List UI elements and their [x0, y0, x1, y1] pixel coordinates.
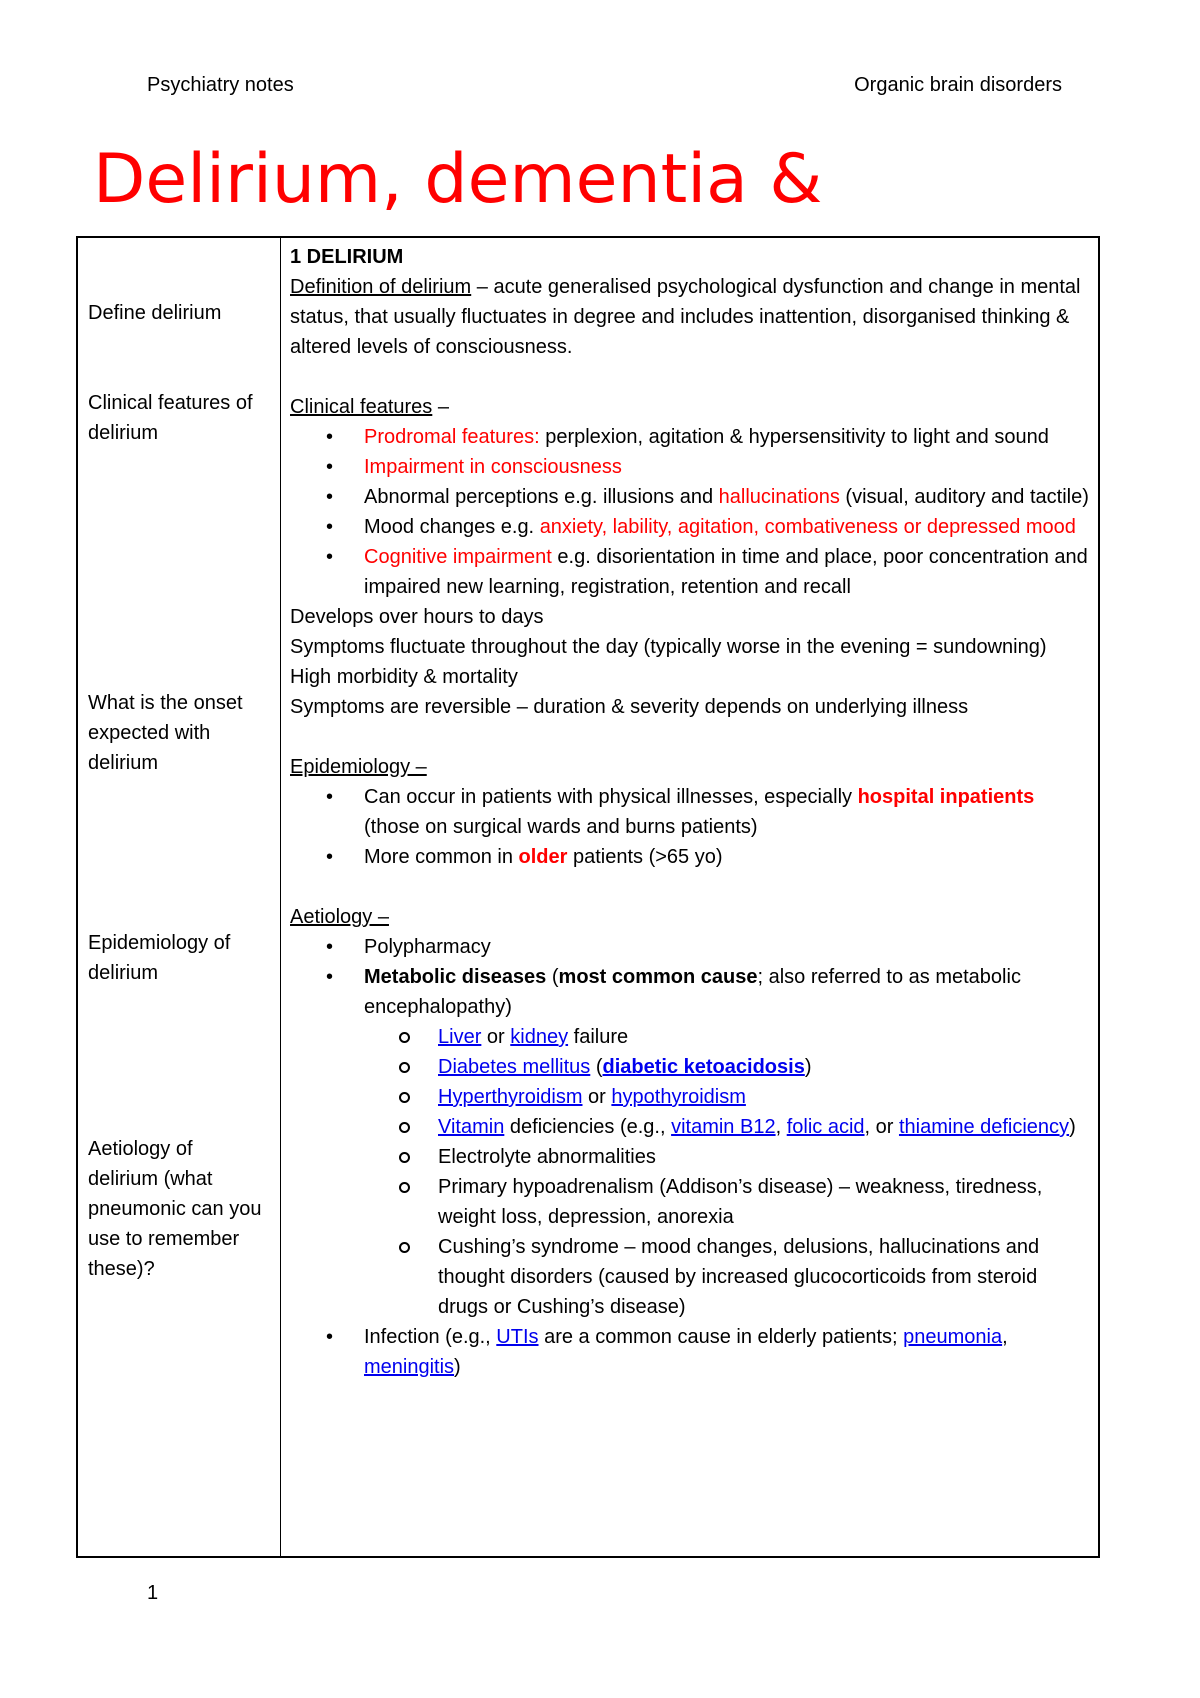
- list-item: [290, 932, 1090, 962]
- epi-pre: Can occur in patients with physical illnesses, especially: [364, 786, 858, 808]
- metabolic-open: (: [546, 966, 559, 988]
- vitamin-link[interactable]: Vitamin: [438, 1116, 505, 1138]
- list-item: [290, 1022, 1090, 1052]
- comma: ,: [775, 1116, 787, 1138]
- notes-table: [76, 236, 1100, 1558]
- thiamine-link[interactable]: thiamine deficiency: [898, 1116, 1070, 1138]
- clinical-dash: –: [432, 396, 449, 418]
- prodromal-text: perplexion, agitation & hypersensitivity to light and sound: [539, 426, 1049, 448]
- pneumonia-link[interactable]: pneumonia: [903, 1326, 1003, 1348]
- header-left: Psychiatry notes: [147, 74, 294, 96]
- definition-paragraph: [290, 272, 1090, 362]
- list-item: [290, 452, 1090, 482]
- list-item: [290, 512, 1090, 542]
- dm-open: (: [590, 1056, 603, 1078]
- list-item: [290, 1142, 1090, 1172]
- clinical-list: [290, 422, 1090, 602]
- onset-line: Symptoms are reversible – duration & severity depends on underlying illness: [290, 696, 969, 718]
- electrolyte-text: Electrolyte abnormalities: [438, 1146, 656, 1168]
- or-text: or: [481, 1026, 511, 1048]
- onset-line: Develops over hours to days: [290, 606, 544, 628]
- epi-post: (those on surgical wards and burns patients): [364, 816, 758, 838]
- prodromal-label: Prodromal features:: [364, 426, 540, 448]
- onset-line: High morbidity & mortality: [290, 666, 518, 688]
- hyperthyroidism-link[interactable]: Hyperthyroidism: [438, 1086, 583, 1108]
- list-item: [290, 1322, 1090, 1382]
- hospital-inpatients-text: hospital inpatients: [857, 786, 1035, 808]
- polypharmacy-text: Polypharmacy: [364, 936, 491, 958]
- list-item: [290, 1232, 1090, 1322]
- older-pre: More common in: [364, 846, 519, 868]
- page-title: Delirium, dementia &: [93, 146, 823, 219]
- epidemiology-heading: Epidemiology –: [290, 756, 427, 778]
- hallucinations-text: hallucinations: [718, 486, 840, 508]
- list-item: [290, 482, 1090, 512]
- older-post: patients (>65 yo): [567, 846, 723, 868]
- definition-label: Definition of delirium: [290, 276, 472, 298]
- cognitive-label: Cognitive impairment: [364, 546, 552, 568]
- header-right: Organic brain disorders: [854, 74, 1062, 96]
- list-item: [290, 782, 1090, 842]
- perceptions-post: (visual, auditory and tactile): [839, 486, 1089, 508]
- folic-acid-link[interactable]: folic acid: [786, 1116, 865, 1138]
- answer-column: [290, 242, 1090, 1382]
- infection-close: ): [454, 1356, 461, 1378]
- metabolic-sublist-wrap: [290, 1022, 1090, 1322]
- addison-text: Primary hypoadrenalism (Addison’s disease) – weakness, tiredness, weight loss, depression, anorexia: [438, 1176, 1043, 1228]
- comma: ,: [1002, 1326, 1008, 1348]
- list-item: [290, 962, 1090, 1022]
- metabolic-post: ; also referred to as metabolic encephalopathy): [364, 966, 1021, 1018]
- epidemiology-list: [290, 782, 1090, 872]
- page-number: 1: [147, 1582, 159, 1604]
- list-item: [290, 1112, 1090, 1142]
- column-divider: [280, 238, 281, 1556]
- dka-link[interactable]: diabetic ketoacidosis: [602, 1056, 805, 1078]
- cushing-text: Cushing’s syndrome – mood changes, delusions, hallucinations and thought disorders (caused by increased glucocorticoids from steroid drugs or Cushing’s disease): [438, 1236, 1040, 1318]
- aetiology-list: [290, 932, 1090, 1022]
- list-item: [290, 422, 1090, 452]
- most-common-text: most common cause: [558, 966, 758, 988]
- mood-red: anxiety, lability, agitation, combativeness or depressed mood: [539, 516, 1076, 538]
- question-define: Define delirium: [88, 302, 222, 324]
- list-item: [290, 842, 1090, 872]
- question-epidemiology: Epidemiology of delirium: [88, 932, 231, 984]
- question-clinical: Clinical features of delirium: [88, 392, 253, 444]
- clinical-label: Clinical features: [290, 396, 433, 418]
- aetiology-heading: Aetiology –: [290, 906, 389, 928]
- clinical-heading: [290, 392, 1090, 422]
- question-column: [78, 238, 278, 1556]
- b12-link[interactable]: vitamin B12: [671, 1116, 776, 1138]
- mood-pre: Mood changes e.g.: [364, 516, 540, 538]
- question-aetiology: Aetiology of delirium (what pneumonic can you use to remember these)?: [88, 1138, 262, 1280]
- definition-text: – acute generalised psychological dysfunction and change in mental status, that usually fluctuates in degree and includes inattention, disorganised thinking & altered levels of consciousness.: [290, 276, 1081, 358]
- failure-text: failure: [568, 1026, 629, 1048]
- metabolic-sublist-holder: [290, 1022, 1090, 1322]
- perceptions-pre: Abnormal perceptions e.g. illusions and: [364, 486, 719, 508]
- metabolic-label: Metabolic diseases: [364, 966, 547, 988]
- utis-link[interactable]: UTIs: [496, 1326, 539, 1348]
- consciousness-text: Impairment in consciousness: [364, 456, 622, 478]
- infection-list: [290, 1322, 1090, 1382]
- vit-close: ): [1069, 1116, 1076, 1138]
- onset-line: Symptoms fluctuate throughout the day (typically worse in the evening = sundowning): [290, 636, 1047, 658]
- list-item: [290, 1082, 1090, 1112]
- list-item: [290, 542, 1090, 602]
- dm-close: ): [804, 1056, 812, 1078]
- or-text: or: [582, 1086, 612, 1108]
- older-text: older: [518, 846, 568, 868]
- hypothyroidism-link[interactable]: hypothyroidism: [611, 1086, 746, 1108]
- liver-link[interactable]: Liver: [438, 1026, 482, 1048]
- section-title: 1 DELIRIUM: [290, 246, 404, 268]
- list-item: [290, 1172, 1090, 1232]
- infection-mid: are a common cause in elderly patients;: [538, 1326, 904, 1348]
- infection-pre: Infection (e.g.,: [364, 1326, 497, 1348]
- diabetes-link[interactable]: Diabetes mellitus: [438, 1056, 591, 1078]
- question-onset: What is the onset expected with delirium: [88, 692, 243, 774]
- or-text: , or: [864, 1116, 899, 1138]
- vit-mid: deficiencies (e.g.,: [504, 1116, 672, 1138]
- metabolic-sublist: [290, 1022, 1090, 1322]
- cognitive-text: e.g. disorientation in time and place, poor concentration and impaired new learning, registration, retention and recall: [364, 546, 1088, 598]
- kidney-link[interactable]: kidney: [510, 1026, 569, 1048]
- meningitis-link[interactable]: meningitis: [364, 1356, 455, 1378]
- list-item: [290, 1052, 1090, 1082]
